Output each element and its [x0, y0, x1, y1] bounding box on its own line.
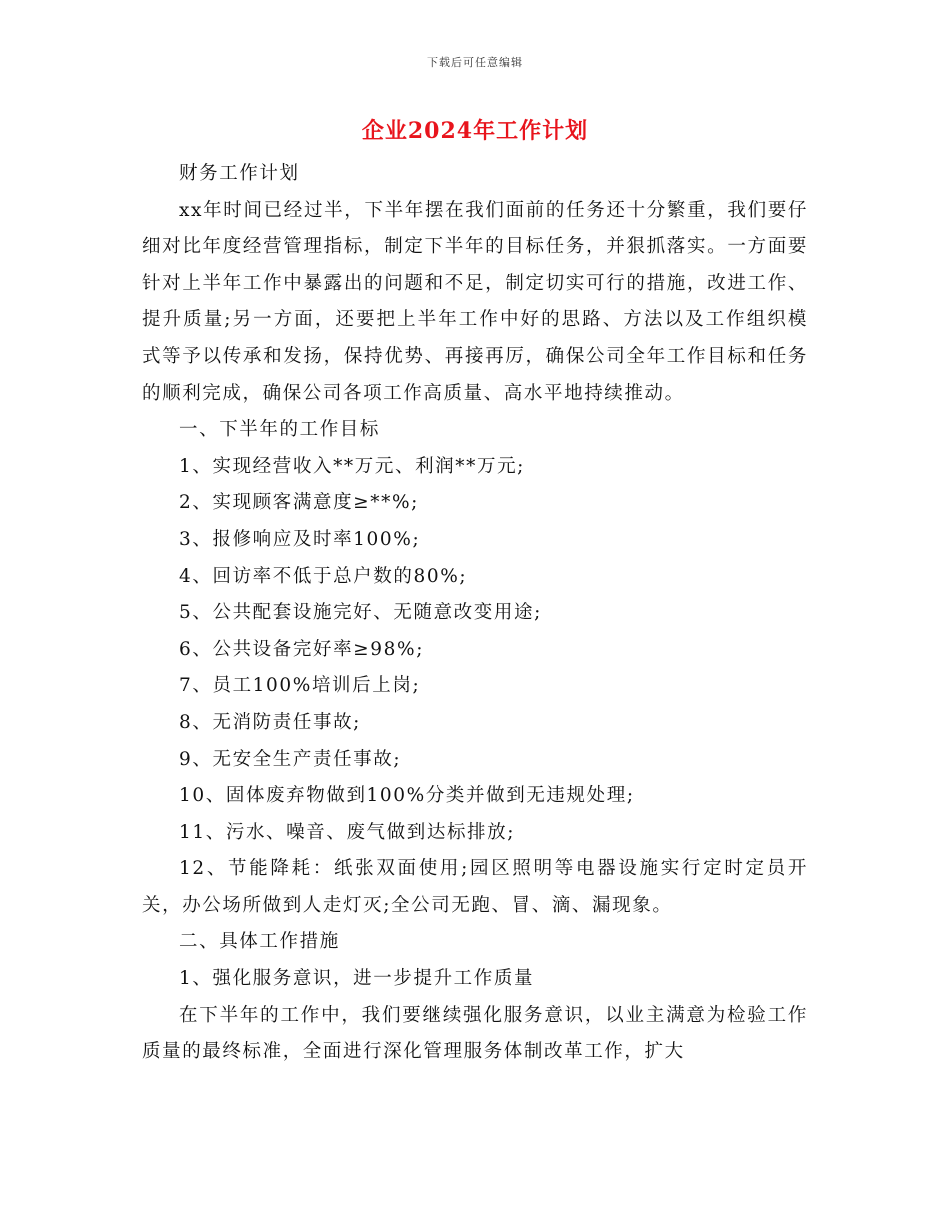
goal-item: 8、无消防责任事故; — [179, 711, 362, 733]
header-note: 下载后可任意编辑 — [427, 56, 523, 69]
goal-item: 11、污水、噪音、废气做到达标排放; — [179, 821, 516, 843]
body-paragraph: xx年时间已经过半，下半年摆在我们面前的任务还十分繁重，我们要仔细对比年度经营管理指标，制定下半年的目标任务，并狠抓落实。一方面要针对上半年工作中暴露出的问题和不足，制定切实可行的措施，改进工作、提升质量;另一方面，还要把上半年工作中好的思路、方法以及工作组织模式等予以传承和发扬，保持优势、再接再厉，确保公司全年工作目标和任务的顺利完成，确保公司各项工作高质量、高水平地持续推动。 — [142, 199, 808, 404]
subsection-heading: 1、强化服务意识，进一步提升工作质量 — [179, 968, 535, 990]
goal-item: 12、节能降耗：纸张双面使用;园区照明等电器设施实行定时定员开关，办公场所做到人走灯灭;全公司无跑、冒、滴、漏现象。 — [142, 858, 808, 916]
goal-item: 4、回访率不低于总户数的80%; — [179, 565, 468, 587]
goal-item: 10、固体废弃物做到100%分类并做到无违规处理; — [179, 785, 635, 807]
goal-item: 7、员工100%培训后上岗; — [179, 675, 421, 697]
section-heading: 财务工作计划 — [179, 163, 300, 184]
section-heading: 二、具体工作措施 — [179, 931, 340, 953]
document-title: 企业2024年工作计划 — [361, 118, 589, 144]
section-heading: 一、下半年的工作目标 — [179, 419, 381, 441]
goal-item: 1、实现经营收入**万元、利润**万元; — [179, 455, 526, 477]
goal-item: 5、公共配套设施完好、无随意改变用途; — [179, 602, 542, 624]
goal-item: 3、报修响应及时率100%; — [179, 528, 421, 550]
goal-item: 6、公共设备完好率≥98%; — [179, 638, 425, 660]
goal-item: 9、无安全生产责任事故; — [179, 748, 402, 770]
document-body — [142, 156, 808, 1071]
goal-item: 2、实现顾客满意度≥**%; — [179, 492, 419, 514]
body-paragraph: 在下半年的工作中，我们要继续强化服务意识，以业主满意为检验工作质量的最终标准，全面进行深化管理服务体制改革工作，扩大 — [142, 1004, 808, 1063]
